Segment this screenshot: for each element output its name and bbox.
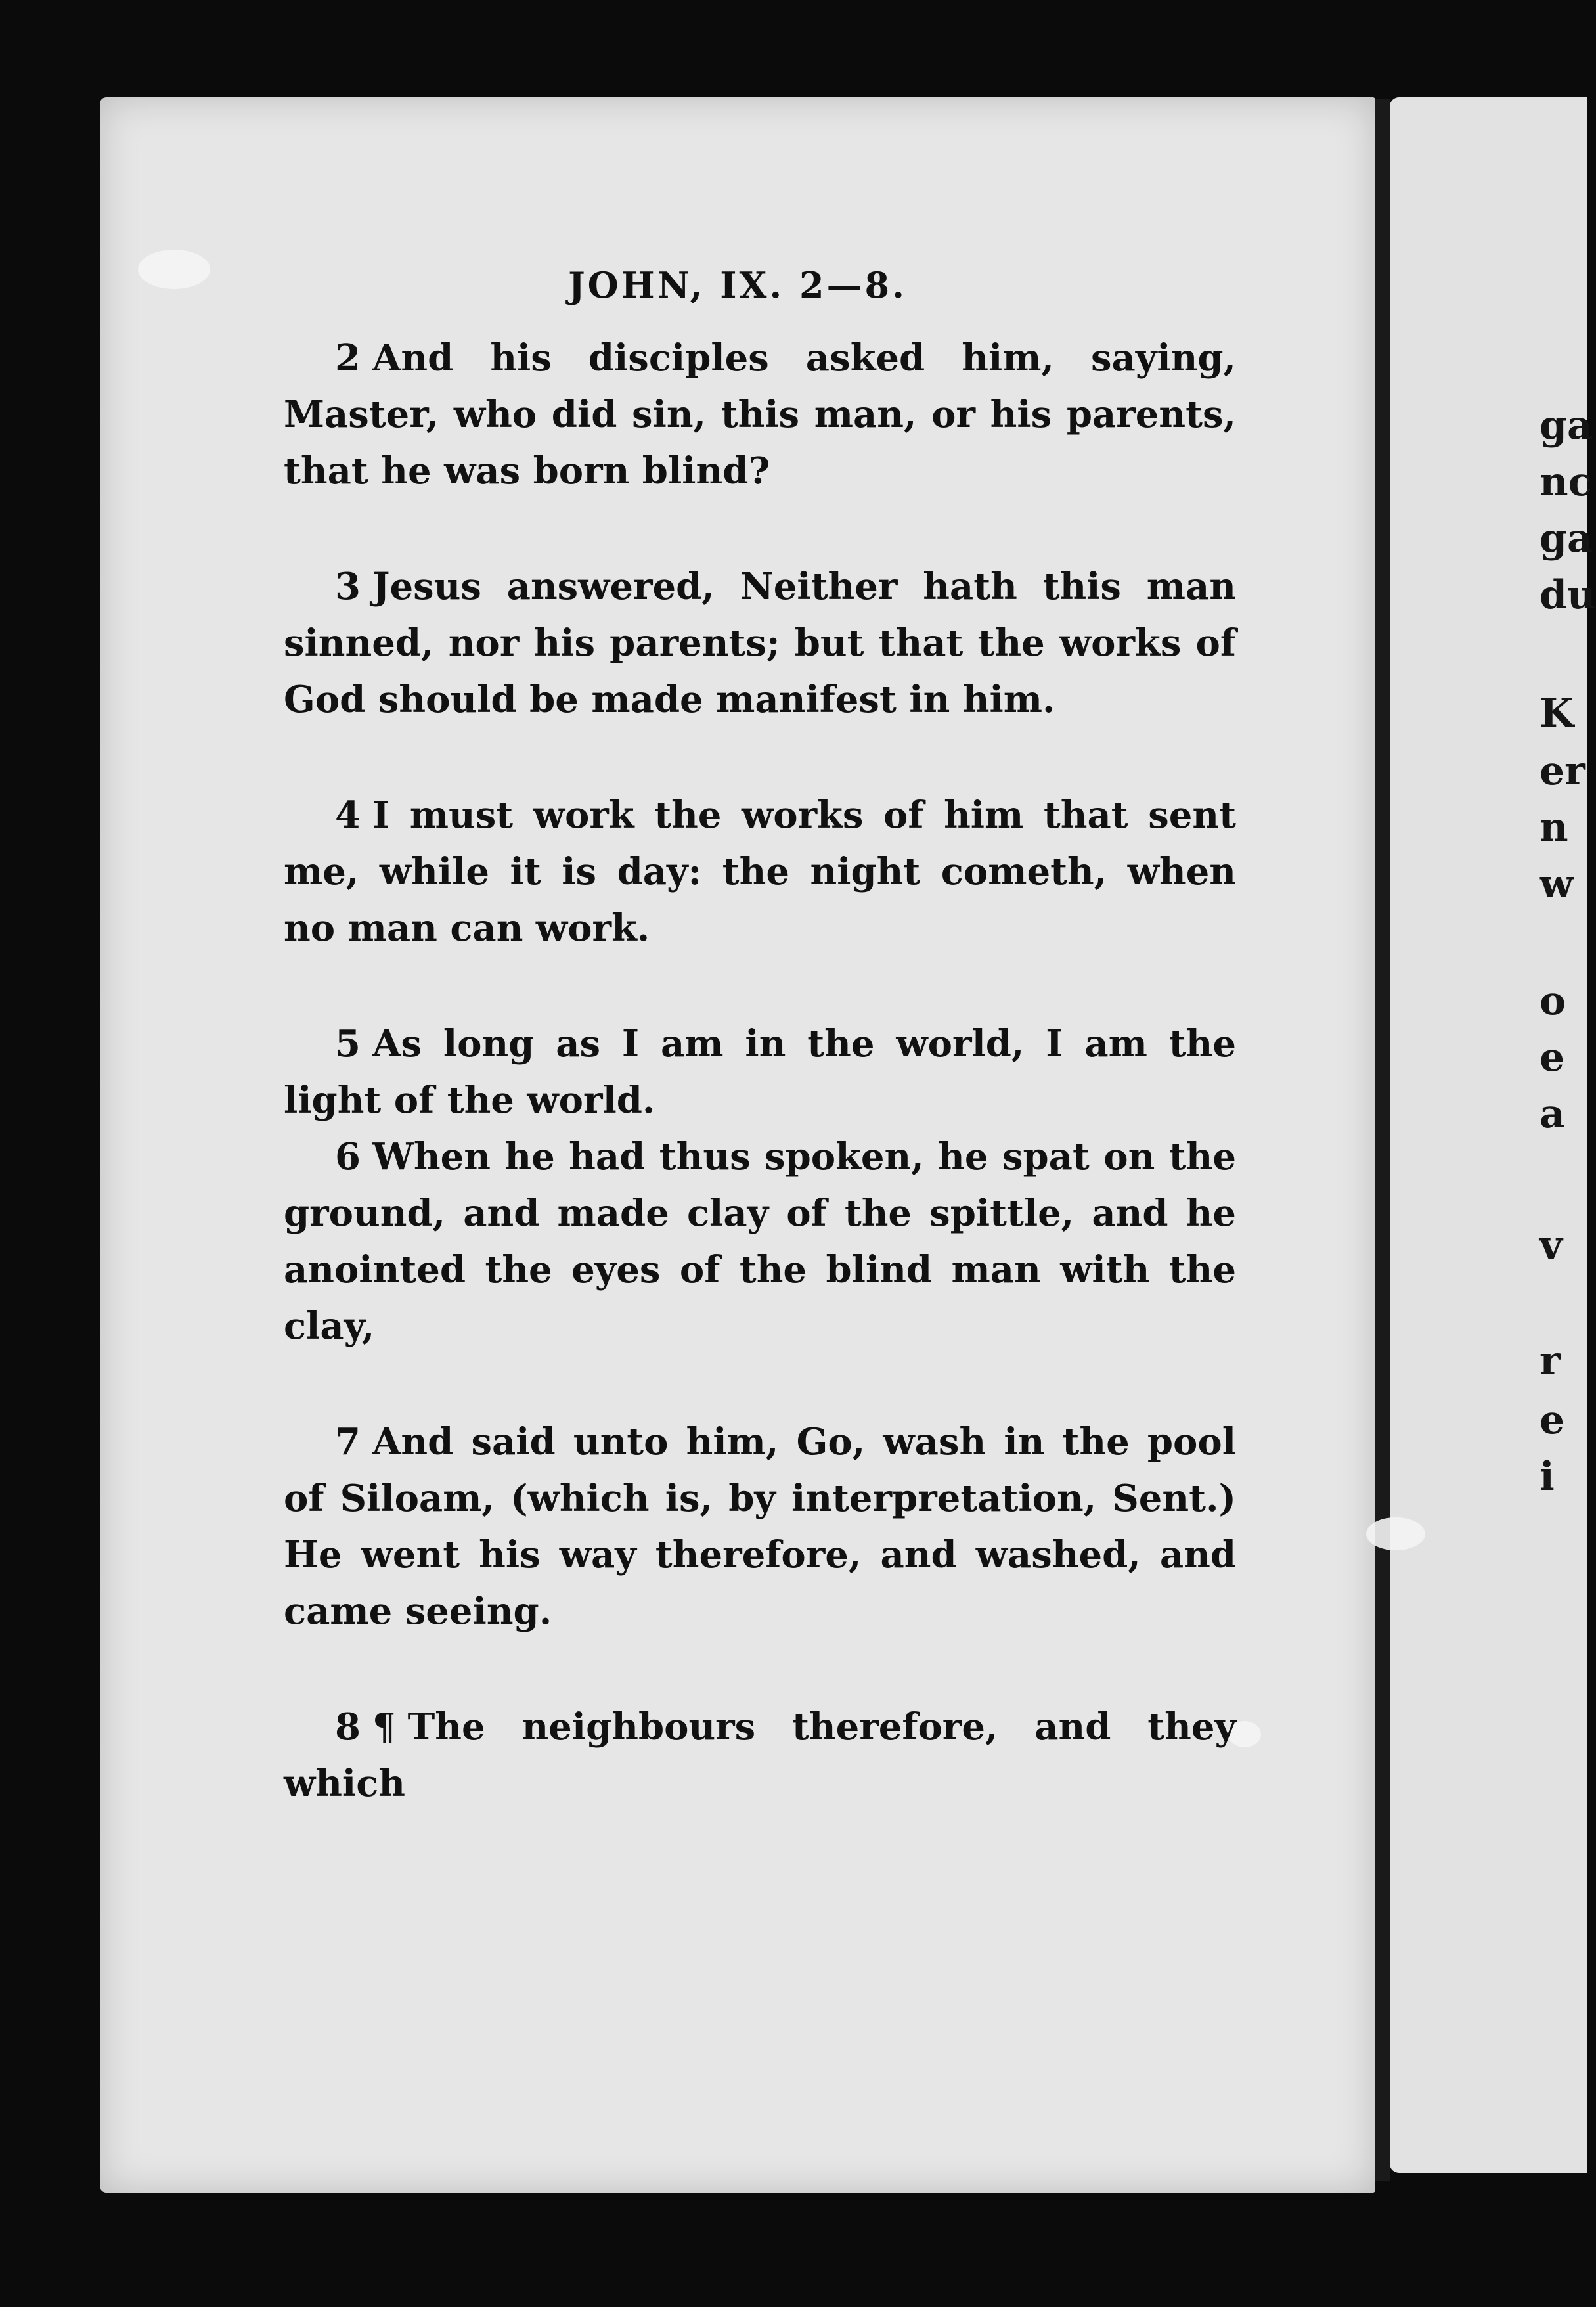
verse-number: 8 [335,1705,361,1749]
facing-fragment: du [1540,572,1596,618]
verse-text: As long as I am in the world, I am the light of the world. [284,1022,1236,1122]
facing-fragment: e [1540,1035,1565,1081]
verse-number: 6 [335,1135,361,1178]
verse-number: 3 [335,565,361,608]
facing-fragment: w [1540,861,1574,907]
verse-text: The neighbours therefore, and they which [284,1705,1236,1805]
running-head: JOHN, IX. 2—8. [568,264,907,306]
facing-fragment: v [1540,1222,1563,1268]
facing-fragment: r [1540,1338,1561,1384]
verse-2 [284,330,1236,499]
verse-4 [284,787,1236,956]
paper-blemish [1366,1517,1425,1550]
verse-5 [284,1016,1236,1129]
verse-text: And his disciples asked him, saying, Master, who did sin, this man, or his parents, that he was born blind? [284,336,1236,493]
verse-number: 4 [335,794,361,837]
pilcrow-mark: ¶ [372,1705,396,1749]
verse-number: 2 [335,336,361,380]
verse-text: And said unto him, Go, wash in the pool of Siloam, (which is, by interpretation, Sent.) He went his way therefore, and washed, and came seeing. [284,1420,1236,1633]
verse-6 [284,1129,1236,1355]
facing-page-edge [1390,97,1596,2173]
scripture-text [284,330,1236,1812]
book-gutter [1375,99,1390,2181]
verse-3 [284,558,1236,728]
verse-number: 7 [335,1420,361,1464]
facing-fragment: a [1540,1091,1565,1137]
verse-text: Jesus answered, Neither hath this man sinned, nor his parents; but that the works of God should be made manifest in him. [284,565,1236,721]
facing-fragment: ga [1540,516,1593,562]
verse-7 [284,1414,1236,1640]
verse-text: When he had thus spoken, he spat on the ground, and made clay of the spittle, and he anointed the eyes of the blind man with the clay, [284,1135,1236,1348]
facing-fragment: nc [1540,459,1593,505]
verse-number: 5 [335,1022,361,1065]
facing-fragment: ga [1540,403,1593,449]
verse-text: I must work the works of him that sent me, while it is day: the night cometh, when no man can work. [284,794,1236,950]
facing-fragment: n [1540,805,1568,851]
facing-fragment: o [1540,978,1566,1024]
facing-fragment: K [1540,690,1574,736]
facing-fragment: i [1540,1454,1555,1500]
facing-fragment: e [1540,1397,1565,1443]
verse-8 [284,1699,1236,1812]
facing-fragment: er [1540,748,1585,794]
